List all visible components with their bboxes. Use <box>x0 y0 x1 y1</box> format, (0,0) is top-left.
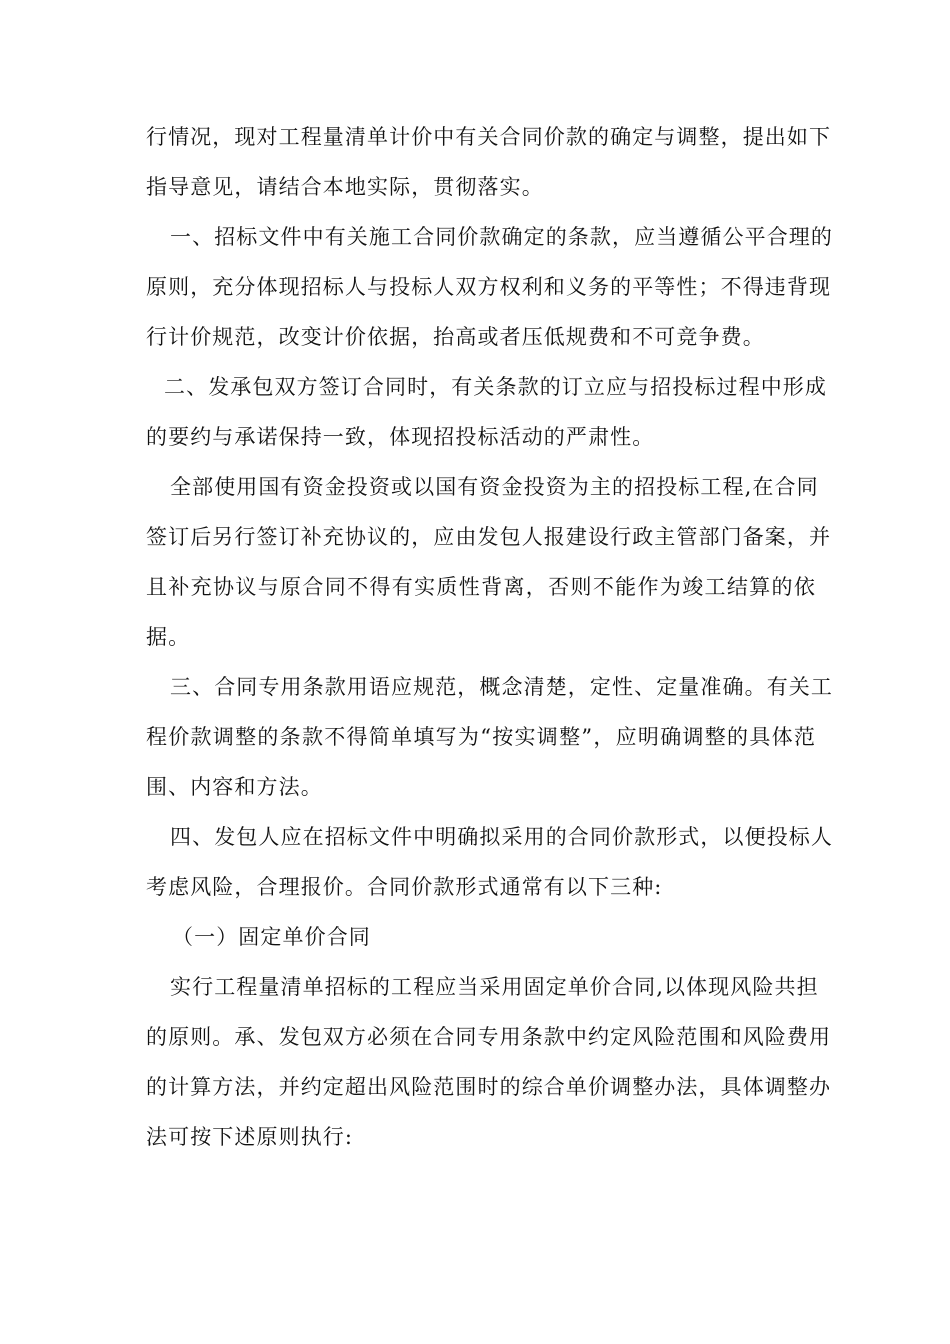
text-line-9: 签订后另行签订补充协议的，应由发包人报建设行政主管部门备案，并 <box>146 525 832 549</box>
text-line-12: 三、合同专用条款用语应规范，概念清楚，定性、定量准确。有关工 <box>170 675 833 699</box>
text-line-10: 且补充协议与原合同不得有实质性背离，否则不能作为竣工结算的依 <box>146 575 816 599</box>
text-line-18: 实行工程量清单招标的工程应当采用固定单价合同,以体现风险共担 <box>170 975 819 999</box>
text-line-8: 全部使用国有资金投资或以国有资金投资为主的招投标工程,在合同 <box>170 475 819 499</box>
text-line-15: 四、发包人应在招标文件中明确拟采用的合同价款形式，以便投标人 <box>170 825 833 849</box>
text-line-19: 的原则。承、发包双方必须在合同专用条款中约定风险范围和风险费用 <box>146 1025 832 1049</box>
text-line-2: 指导意见，请结合本地实际，贯彻落实。 <box>146 175 544 199</box>
text-line-7: 的要约与承诺保持一致，体现招投标活动的严肃性。 <box>146 425 655 449</box>
text-line-16: 考虑风险，合理报价。合同价款形式通常有以下三种: <box>146 875 663 899</box>
text-line-5: 行计价规范，改变计价依据，抬高或者压低规费和不可竞争费。 <box>146 325 765 349</box>
text-line-6: 二、发承包双方签订合同时，有关条款的订立应与招投标过程中形成 <box>164 375 827 399</box>
text-line-11: 据。 <box>146 625 191 649</box>
text-line-20: 的计算方法，并约定超出风险范围时的综合单价调整办法，具体调整办 <box>146 1075 832 1099</box>
text-line-21: 法可按下述原则执行: <box>146 1125 354 1149</box>
text-line-4: 原则，充分体现招标人与投标人双方权利和义务的平等性；不得违背现 <box>146 275 832 299</box>
text-line-13: 程价款调整的条款不得简单填写为“按实调整”，应明确调整的具体范 <box>146 725 816 749</box>
text-line-1: 行情况，现对工程量清单计价中有关合同价款的确定与调整，提出如下 <box>146 125 832 149</box>
text-line-14: 围、内容和方法。 <box>146 775 323 799</box>
text-line-3: 一、招标文件中有关施工合同价款确定的条款，应当遵循公平合理的 <box>170 225 833 249</box>
section-heading: （一）固定单价合同 <box>172 925 371 949</box>
